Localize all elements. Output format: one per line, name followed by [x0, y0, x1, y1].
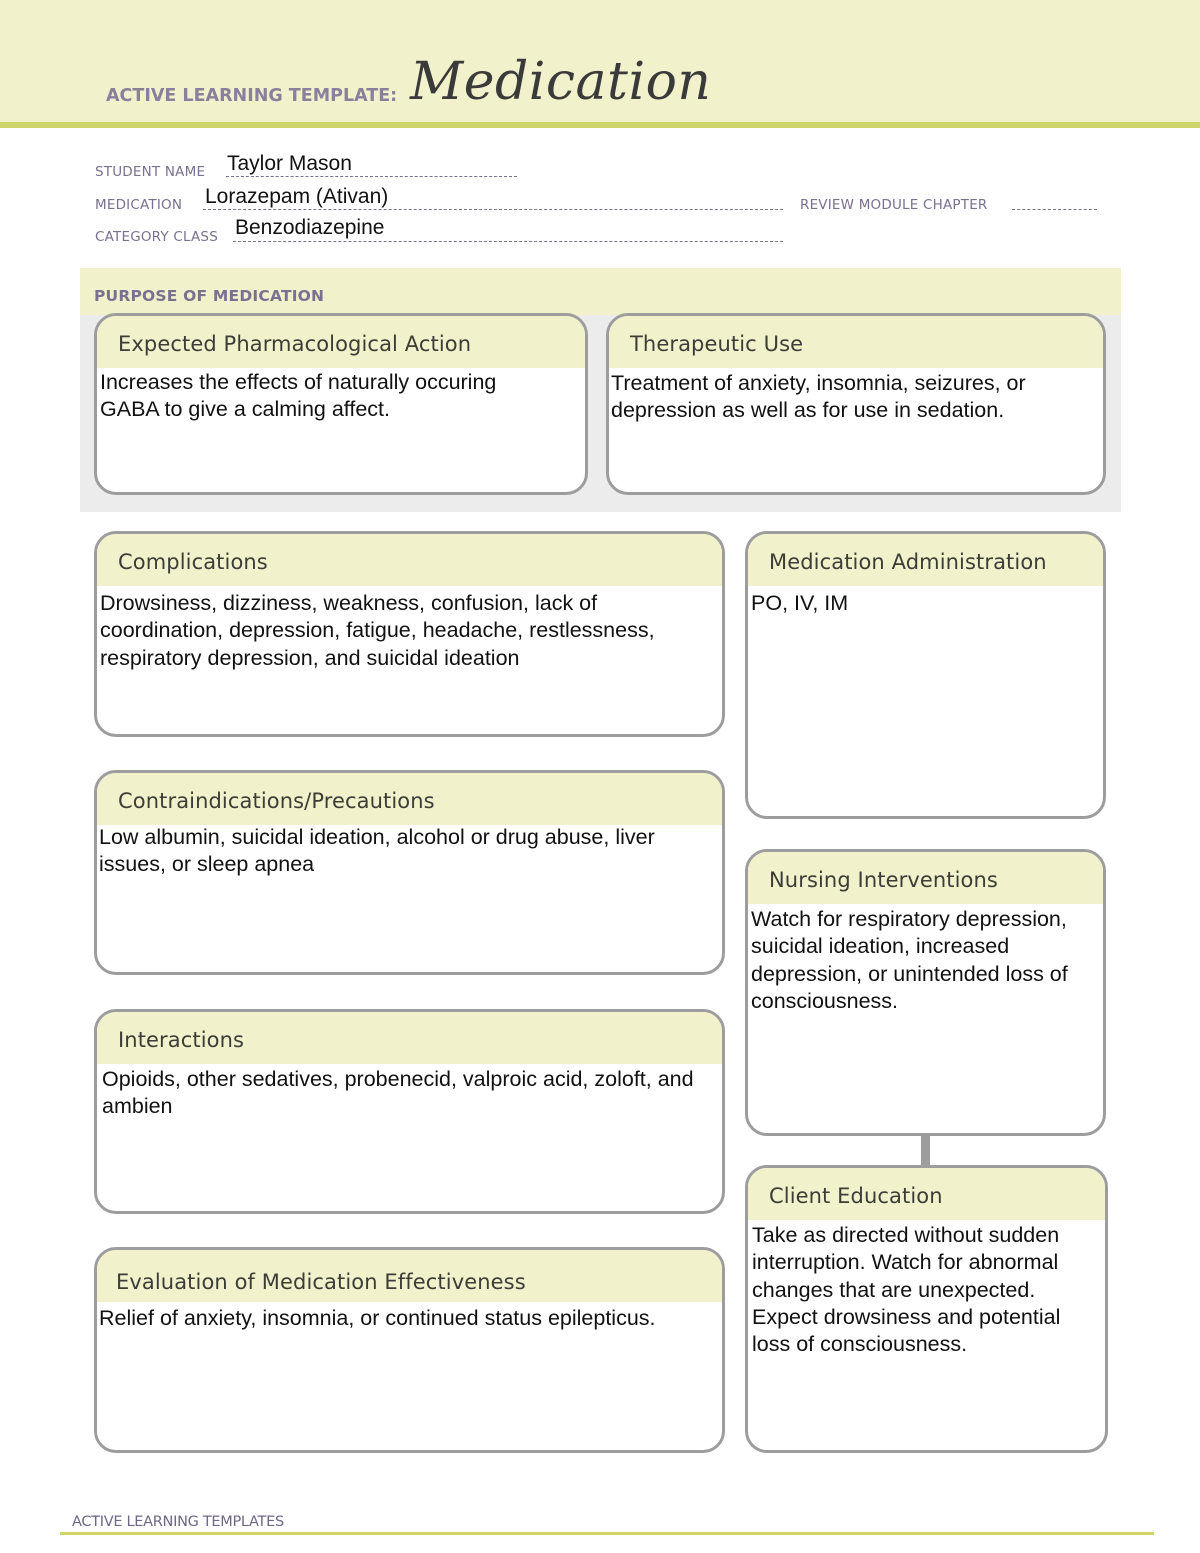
card-title: Expected Pharmacological Action	[118, 332, 472, 356]
card-title: Client Education	[769, 1184, 943, 1208]
medication-administration-card[interactable]	[745, 531, 1106, 819]
nursing-interventions-text[interactable]: Watch for respiratory depression, suicidal ideation, increased depression, or unintended loss of consciousness.	[751, 907, 1068, 1013]
footer-rule	[60, 1532, 1154, 1535]
card-title: Contraindications/Precautions	[118, 789, 435, 813]
client-education-card[interactable]	[745, 1165, 1108, 1453]
card-title: Nursing Interventions	[769, 868, 998, 892]
interactions-text[interactable]: Opioids, other sedatives, probenecid, valproic acid, zoloft, and ambien	[102, 1067, 694, 1119]
medication-administration-text[interactable]: PO, IV, IM	[751, 591, 849, 615]
card-title: Therapeutic Use	[630, 332, 804, 356]
nursing-interventions-card[interactable]	[745, 849, 1106, 1136]
expected-action-text[interactable]: Increases the effects of naturally occuring GABA to give a calming affect.	[100, 370, 497, 422]
medication-field[interactable]	[95, 185, 785, 215]
header-rule	[0, 122, 1200, 128]
category-class-label: CATEGORY CLASS	[95, 229, 218, 245]
medication-value[interactable]: Lorazepam (Ativan)	[205, 185, 389, 208]
template-title: Medication	[410, 52, 712, 112]
student-name-line	[226, 176, 517, 177]
review-module-chapter-line	[1012, 209, 1097, 210]
therapeutic-use-card[interactable]	[606, 313, 1106, 495]
complications-card[interactable]	[94, 531, 725, 737]
footer-label: ACTIVE LEARNING TEMPLATES	[72, 1514, 284, 1530]
card-title: Interactions	[118, 1028, 245, 1052]
student-name-field[interactable]	[95, 152, 520, 182]
category-class-line	[233, 241, 783, 242]
category-class-value[interactable]: Benzodiazepine	[235, 216, 385, 239]
review-module-chapter-label: REVIEW MODULE CHAPTER	[800, 197, 988, 213]
expected-pharmacological-action-card[interactable]	[94, 313, 588, 495]
contraindications-text[interactable]: Low albumin, suicidal ideation, alcohol or drug abuse, liver issues, or sleep apnea	[99, 825, 655, 877]
evaluation-of-medication-effectiveness-card[interactable]	[94, 1247, 725, 1453]
contraindications-precautions-card[interactable]	[94, 770, 725, 975]
evaluation-text[interactable]: Relief of anxiety, insomnia, or continued status epilepticus.	[99, 1306, 656, 1330]
template-label: ACTIVE LEARNING TEMPLATE:	[106, 86, 398, 106]
card-title: Medication Administration	[769, 550, 1047, 574]
therapeutic-use-text[interactable]: Treatment of anxiety, insomnia, seizures, or depression as well as for use in sedation.	[611, 371, 1026, 423]
review-module-chapter-field[interactable]	[800, 185, 1100, 215]
card-title: Complications	[118, 550, 268, 574]
medication-label: MEDICATION	[95, 197, 183, 213]
client-education-text[interactable]: Take as directed without sudden interruption. Watch for abnormal changes that are unexpected. Expect drowsiness and potential loss of consciousness.	[752, 1223, 1061, 1357]
complications-text[interactable]: Drowsiness, dizziness, weakness, confusion, lack of coordination, depression, fatigue, headache, restlessness, respiratory depression, and suicidal ideation	[100, 591, 655, 670]
card-title: Evaluation of Medication Effectiveness	[116, 1270, 526, 1294]
interactions-card[interactable]	[94, 1009, 725, 1214]
category-class-field[interactable]	[95, 217, 785, 247]
connector-line	[921, 1135, 930, 1167]
student-name-value[interactable]: Taylor Mason	[227, 152, 352, 175]
student-name-label: STUDENT NAME	[95, 164, 206, 180]
purpose-section-label: PURPOSE OF MEDICATION	[94, 287, 325, 305]
medication-line	[203, 209, 783, 210]
